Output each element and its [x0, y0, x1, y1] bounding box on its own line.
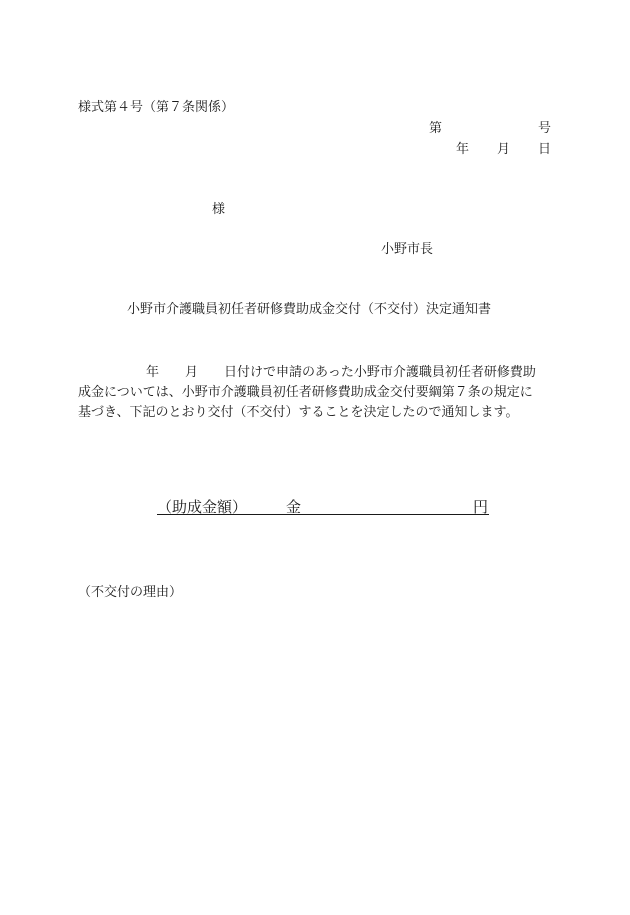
- body-paragraph: [78, 363, 556, 423]
- body-line-1: [78, 363, 556, 383]
- amount-line: [157, 494, 489, 515]
- non-grant-reason-label: （不交付の理由）: [78, 585, 183, 600]
- body-year-mark: 年: [146, 365, 160, 380]
- date-day-label: 日: [538, 142, 552, 157]
- doc-number-prefix: 第: [429, 121, 443, 136]
- body-line-3: 基づき、下記のとおり交付（不交付）することを決定したので通知します。: [78, 405, 519, 420]
- recipient-honorific: 様: [212, 202, 226, 217]
- amount-kin-mark: 金: [286, 498, 302, 516]
- body-line-2: 成金については、小野市介護職員初任者研修費助成金交付要綱第７条の規定に: [78, 385, 533, 400]
- sender-name: 小野市長: [381, 242, 434, 257]
- form-number: 様式第４号（第７条関係）: [78, 100, 235, 115]
- amount-label: （助成金額）: [157, 498, 248, 516]
- date-year-label: 年: [456, 142, 470, 157]
- body-line-1-text: 日付けで申請のあった小野市介護職員初任者研修費助: [224, 365, 536, 380]
- body-month-mark: 月: [185, 365, 199, 380]
- doc-number-suffix: 号: [538, 121, 552, 136]
- amount-yen-mark: 円: [473, 498, 489, 516]
- document-title: 小野市介護職員初任者研修費助成金交付（不交付）決定通知書: [127, 302, 492, 317]
- date-month-label: 月: [497, 142, 511, 157]
